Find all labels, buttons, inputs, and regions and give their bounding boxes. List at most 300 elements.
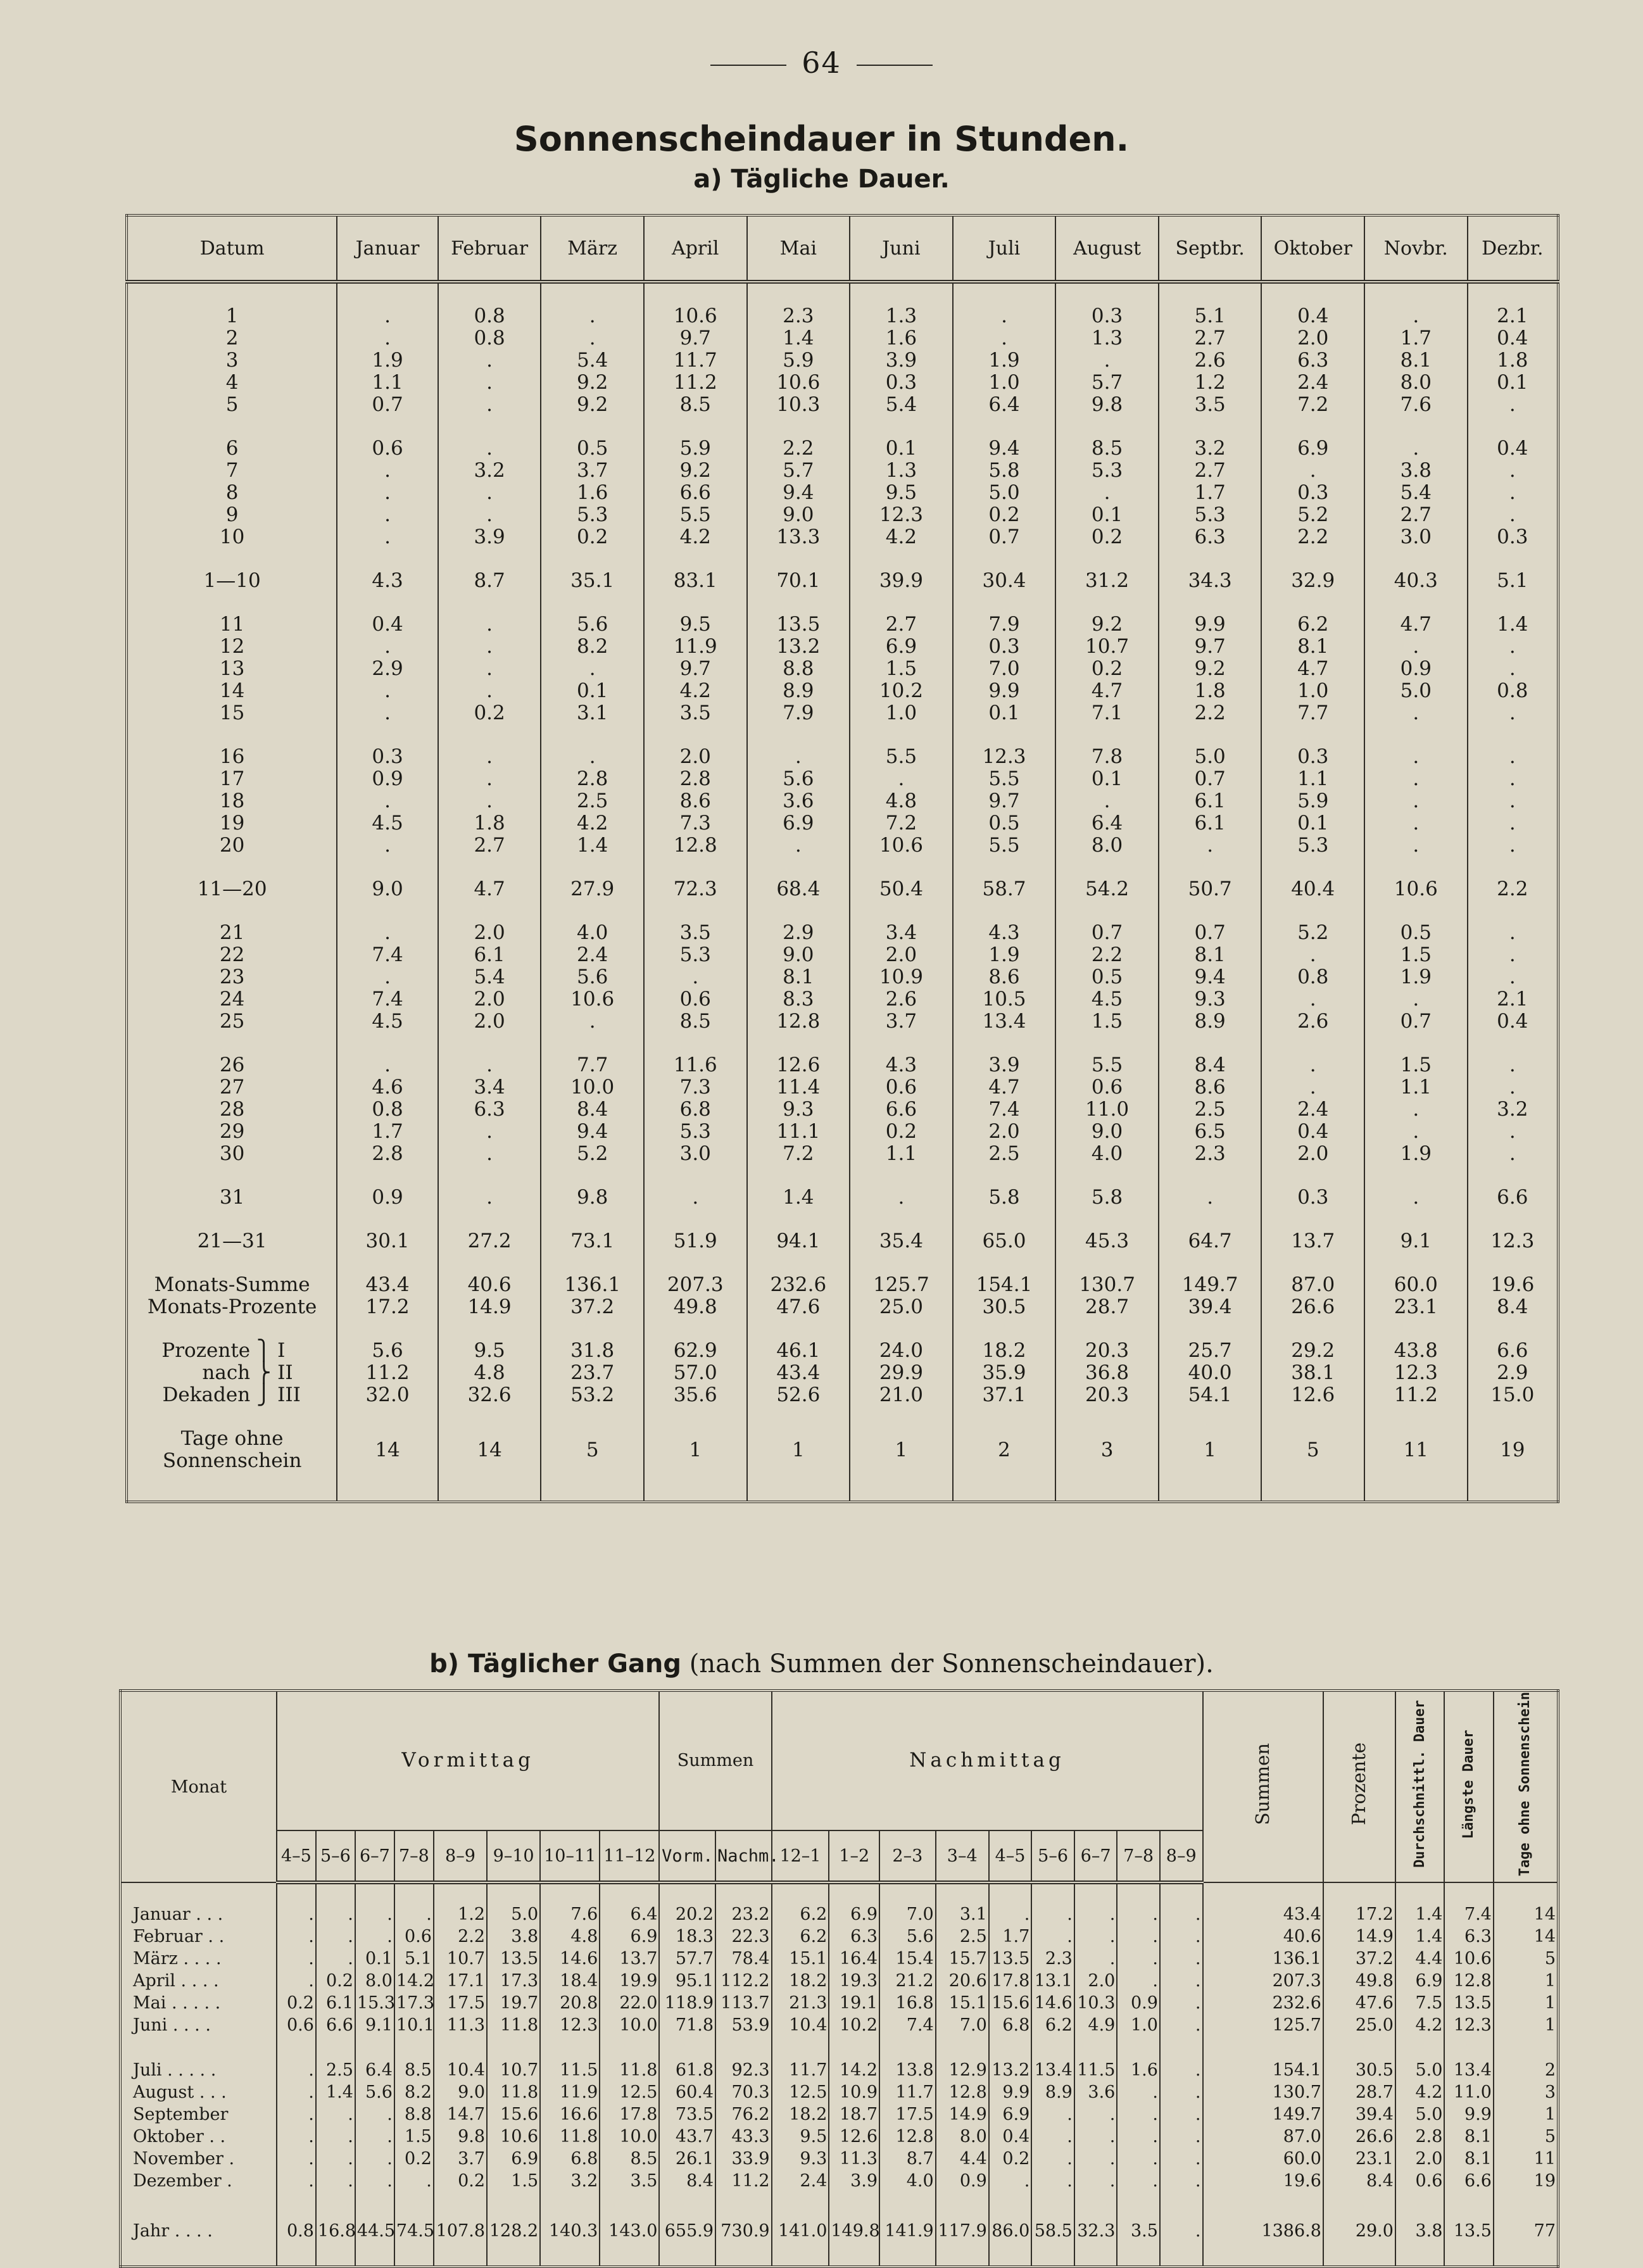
table-cell: 0.2: [989, 2148, 1032, 2170]
table-cell: 25.0: [1323, 2014, 1395, 2036]
table-cell: .: [1468, 944, 1558, 966]
table-cell: 14.7: [434, 2103, 487, 2126]
header-month-3: März: [541, 215, 644, 282]
subheader-7: 11–12: [600, 1830, 659, 1883]
table-cell: 2.5: [316, 2059, 355, 2081]
table-row: [127, 1384, 1558, 1406]
table-cell: .: [355, 2148, 394, 2170]
table-cell: 5.2: [1261, 922, 1364, 944]
table-cell: 1.7: [1159, 482, 1262, 504]
table-cell: 7.4: [337, 944, 438, 966]
table-cell: 6.9: [600, 1925, 659, 1948]
table-cell: 6.1: [1159, 812, 1262, 835]
table-cell: 5.3: [644, 1121, 747, 1143]
table-cell: 0.7: [1159, 922, 1262, 944]
table-cell: 11.7: [772, 2059, 829, 2081]
table-cell: 9.5: [644, 614, 747, 636]
table-cell: 47.6: [1323, 1992, 1395, 2014]
table-row: [120, 1903, 1558, 1925]
table-cell: 17.5: [879, 2103, 936, 2126]
table-cell: 2.1: [1468, 305, 1558, 327]
table-cell: 13.2: [747, 636, 850, 658]
table-cell: .: [1468, 504, 1558, 526]
table-cell: 19.6: [1203, 2170, 1323, 2192]
table-cell: 28.7: [1055, 1296, 1159, 1318]
table-cell: .: [989, 1903, 1032, 1925]
table-cell: 0.1: [1261, 812, 1364, 835]
table-cell: 9.0: [337, 878, 438, 900]
table-cell: 154.1: [953, 1274, 1056, 1296]
table-cell: 2.9: [747, 922, 850, 944]
table-cell: .: [1031, 2126, 1074, 2148]
table-cell: 1.3: [1055, 327, 1159, 350]
table-cell: 7.8: [1055, 746, 1159, 768]
table-cell: 5.0: [1395, 2059, 1445, 2081]
row-label: 10: [127, 526, 337, 548]
table-cell: 3: [1494, 2081, 1558, 2103]
table-cell: 7.2: [747, 1143, 850, 1165]
table-cell: .: [1364, 988, 1468, 1011]
table-cell: 8.9: [747, 680, 850, 702]
table-cell: 6.2: [1261, 614, 1364, 636]
table-cell: .: [438, 394, 541, 416]
table-cell: 83.1: [644, 570, 747, 592]
table-row: [127, 768, 1558, 790]
table-cell: 25.7: [1159, 1340, 1262, 1362]
table-cell: 43.3: [715, 2126, 772, 2148]
table-cell: 52.6: [747, 1384, 850, 1406]
table-cell: .: [337, 327, 438, 350]
table-cell: 1.7: [1364, 327, 1468, 350]
table-cell: .: [277, 1903, 316, 1925]
table-cell: .: [337, 680, 438, 702]
table-cell: 22.0: [600, 1992, 659, 2014]
table-cell: 8.5: [644, 394, 747, 416]
table-cell: 12.3: [540, 2014, 600, 2036]
table-cell: .: [1261, 1054, 1364, 1076]
header-month-9: Septbr.: [1159, 215, 1262, 282]
table-cell: 13.4: [1444, 2059, 1494, 2081]
table-cell: 1.1: [1364, 1076, 1468, 1099]
table-cell: 9.7: [1159, 636, 1262, 658]
table-cell: .: [1117, 1970, 1160, 1992]
table-cell: .: [1364, 1121, 1468, 1143]
table-cell: 11.9: [540, 2081, 600, 2103]
table-cell: 3.4: [438, 1076, 541, 1099]
table-cell: .: [1468, 636, 1558, 658]
table-cell: 19: [1468, 1428, 1558, 1472]
table-cell: 5.2: [1261, 504, 1364, 526]
table-cell: .: [1364, 768, 1468, 790]
table-cell: 5.5: [1055, 1054, 1159, 1076]
header-summen-group: Summen: [659, 1691, 771, 1830]
table-cell: 2.4: [1261, 372, 1364, 394]
table-cell: 1.4: [1395, 1903, 1445, 1925]
table-cell: 7.9: [747, 702, 850, 724]
table-cell: 14.9: [936, 2103, 989, 2126]
row-label: 21: [127, 922, 337, 944]
table-cell: 3.7: [434, 2148, 487, 2170]
header-month-6: Juni: [850, 215, 953, 282]
table-row: [120, 1970, 1558, 1992]
table-cell: 10.6: [747, 372, 850, 394]
table-cell: 1.3: [850, 305, 953, 327]
row-label: 30: [127, 1143, 337, 1165]
table-cell: 15.3: [355, 1992, 394, 2014]
hourly-course-table: [119, 1689, 1559, 2268]
row-label: 17: [127, 768, 337, 790]
table-cell: 23.7: [541, 1362, 644, 1384]
table-cell: .: [337, 835, 438, 857]
table-cell: 0.8: [277, 2215, 316, 2246]
table-cell: 3.7: [541, 460, 644, 482]
table-cell: 4.9: [1074, 2014, 1117, 2036]
row-label: 20: [127, 835, 337, 857]
table-cell: 0.4: [1468, 438, 1558, 460]
table-cell: 28.7: [1323, 2081, 1395, 2103]
table-cell: 46.1: [747, 1340, 850, 1362]
table-cell: 12.3: [1444, 2014, 1494, 2036]
table-cell: 35.6: [644, 1384, 747, 1406]
table-cell: 32.6: [438, 1384, 541, 1406]
table-cell: 5: [1261, 1428, 1364, 1472]
table-cell: 0.4: [1261, 305, 1364, 327]
table-cell: 0.9: [337, 1187, 438, 1209]
table-cell: 6.2: [1031, 2014, 1074, 2036]
table-row: [127, 988, 1558, 1011]
table-row: [127, 1187, 1558, 1209]
table-cell: 113.7: [715, 1992, 772, 2014]
table-row: [120, 2081, 1558, 2103]
table-cell: .: [1074, 2103, 1117, 2126]
subheader-3: 7–8: [394, 1830, 434, 1883]
table-cell: 3.6: [1074, 2081, 1117, 2103]
table-cell: 2.0: [438, 922, 541, 944]
table-cell: 16.8: [316, 2215, 355, 2246]
table-cell: 10.0: [600, 2126, 659, 2148]
table-cell: .: [1261, 460, 1364, 482]
page-number: 64: [0, 46, 1643, 80]
table-cell: 58.5: [1031, 2215, 1074, 2246]
table-cell: 1.6: [850, 327, 953, 350]
table-cell: 0.7: [953, 526, 1056, 548]
table-cell: 7.6: [540, 1903, 600, 1925]
table-cell: 8.0: [1055, 835, 1159, 857]
table-cell: 7.2: [1261, 394, 1364, 416]
table-cell: 43.4: [747, 1362, 850, 1384]
table-cell: 13.4: [1031, 2059, 1074, 2081]
table-cell: 53.9: [715, 2014, 772, 2036]
table-cell: 125.7: [850, 1274, 953, 1296]
table-cell: 1.3: [850, 460, 953, 482]
table-cell: 4.8: [438, 1362, 541, 1384]
table-cell: .: [541, 1011, 644, 1033]
table-cell: 0.3: [1261, 482, 1364, 504]
row-label: Februar . .: [120, 1925, 277, 1948]
table-cell: .: [337, 460, 438, 482]
table-cell: 0.4: [1468, 327, 1558, 350]
table-cell: .: [438, 790, 541, 812]
table-cell: 5.0: [1364, 680, 1468, 702]
table-cell: 8.0: [355, 1970, 394, 1992]
row-label: 3: [127, 350, 337, 372]
table-cell: 1: [1159, 1428, 1262, 1472]
table-cell: 13.5: [989, 1948, 1032, 1970]
subheader-11: 1–2: [829, 1830, 879, 1883]
table-cell: .: [316, 1925, 355, 1948]
table-cell: 0.1: [541, 680, 644, 702]
row-label: Dezember .: [120, 2170, 277, 2192]
row-label: 28: [127, 1099, 337, 1121]
table-cell: 12.8: [747, 1011, 850, 1033]
table-cell: 7.0: [953, 658, 1056, 680]
table-cell: 5.3: [1159, 504, 1262, 526]
table-cell: 3.5: [600, 2170, 659, 2192]
table-cell: .: [1055, 482, 1159, 504]
table-row: [120, 2170, 1558, 2192]
table-cell: 5.0: [487, 1903, 540, 1925]
row-label: 1: [127, 305, 337, 327]
table-cell: 5.9: [644, 438, 747, 460]
table-cell: 3.5: [644, 702, 747, 724]
table-cell: .: [438, 680, 541, 702]
table-cell: 0.2: [1055, 526, 1159, 548]
row-label: Mai . . . . .: [120, 1992, 277, 2014]
table-cell: 2.2: [1468, 878, 1558, 900]
row-label: 23: [127, 966, 337, 988]
table-cell: 43.8: [1364, 1340, 1468, 1362]
table-cell: 5: [541, 1428, 644, 1472]
table-cell: 8.8: [394, 2103, 434, 2126]
table-cell: 12.5: [772, 2081, 829, 2103]
table-cell: .: [644, 966, 747, 988]
table-cell: 0.5: [953, 812, 1056, 835]
table-cell: .: [1468, 460, 1558, 482]
table-cell: 14.2: [394, 1970, 434, 1992]
table-cell: 207.3: [1203, 1970, 1323, 1992]
table-row: [127, 878, 1558, 900]
table-cell: 1.5: [1055, 1011, 1159, 1033]
table-cell: 71.8: [659, 2014, 715, 2036]
row-label: Tage ohne Sonnenschein: [127, 1428, 337, 1472]
table-row: [127, 680, 1558, 702]
table-cell: 6.9: [829, 1903, 879, 1925]
table-cell: 37.2: [1323, 1948, 1395, 1970]
table-cell: 8.2: [394, 2081, 434, 2103]
table-cell: 49.8: [1323, 1970, 1395, 1992]
table-cell: 21.0: [850, 1384, 953, 1406]
table-cell: 12.6: [829, 2126, 879, 2148]
table-cell: .: [1468, 768, 1558, 790]
table-cell: 5.0: [953, 482, 1056, 504]
table-cell: 57.7: [659, 1948, 715, 1970]
table-cell: 2.0: [644, 746, 747, 768]
table-cell: 9.2: [1055, 614, 1159, 636]
table-cell: 6.2: [772, 1903, 829, 1925]
table-cell: 2.0: [953, 1121, 1056, 1143]
table-cell: 8.7: [879, 2148, 936, 2170]
table-cell: 4.2: [541, 812, 644, 835]
table-cell: .: [316, 1903, 355, 1925]
table-cell: .: [1160, 1970, 1203, 1992]
table-cell: 4.4: [1395, 1948, 1445, 1970]
table-cell: 14.9: [438, 1296, 541, 1318]
table-cell: 2.0: [438, 988, 541, 1011]
table-cell: 76.2: [715, 2103, 772, 2126]
row-label: 13: [127, 658, 337, 680]
table-cell: 117.9: [936, 2215, 989, 2246]
table-cell: 0.9: [936, 2170, 989, 2192]
table-cell: 6.6: [1468, 1340, 1558, 1362]
table-cell: 13.5: [747, 614, 850, 636]
header-month-10: Oktober: [1261, 215, 1364, 282]
table-cell: 10.6: [644, 305, 747, 327]
table-cell: 68.4: [747, 878, 850, 900]
table-cell: 3.4: [850, 922, 953, 944]
table-cell: 2.0: [1074, 1970, 1117, 1992]
table-cell: 11.8: [487, 2014, 540, 2036]
table-cell: 8.5: [644, 1011, 747, 1033]
table-cell: 8.1: [1444, 2126, 1494, 2148]
table-cell: 40.4: [1261, 878, 1364, 900]
table-cell: 20.3: [1055, 1384, 1159, 1406]
table-cell: 10.7: [434, 1948, 487, 1970]
table-cell: 1.9: [1364, 966, 1468, 988]
table-cell: 21.3: [772, 1992, 829, 2014]
table-cell: 8.9: [1031, 2081, 1074, 2103]
table-cell: 207.3: [644, 1274, 747, 1296]
table-cell: 3.2: [1159, 438, 1262, 460]
table-cell: 11.4: [747, 1076, 850, 1099]
table-cell: 3.9: [850, 350, 953, 372]
table-cell: 11.2: [644, 372, 747, 394]
table-cell: .: [337, 702, 438, 724]
table-cell: 6.3: [1444, 1925, 1494, 1948]
header-nachmittag: Nachmittag: [772, 1691, 1203, 1830]
table-cell: 6.8: [989, 2014, 1032, 2036]
table-cell: 0.1: [850, 438, 953, 460]
table-cell: 140.3: [540, 2215, 600, 2246]
table-cell: .: [1117, 1948, 1160, 1970]
table-cell: 2.0: [1261, 1143, 1364, 1165]
table-cell: 0.2: [541, 526, 644, 548]
table-cell: 12.8: [1444, 1970, 1494, 1992]
subheader-18: 8–9: [1160, 1830, 1203, 1883]
table-row: [127, 966, 1558, 988]
table-row: [127, 790, 1558, 812]
table-row: [127, 835, 1558, 857]
table-cell: 47.6: [747, 1296, 850, 1318]
table-cell: 8.1: [747, 966, 850, 988]
table-cell: 13.2: [989, 2059, 1032, 2081]
table-cell: 27.2: [438, 1230, 541, 1252]
table-cell: 0.6: [850, 1076, 953, 1099]
table-cell: 20.8: [540, 1992, 600, 2014]
table-cell: 9.2: [541, 372, 644, 394]
row-label: 26: [127, 1054, 337, 1076]
table-cell: .: [1117, 1925, 1160, 1948]
table-cell: 6.9: [989, 2103, 1032, 2126]
table-cell: .: [989, 2170, 1032, 2192]
table-row: [127, 702, 1558, 724]
row-label: 11—20: [127, 878, 337, 900]
table-cell: 15.0: [1468, 1384, 1558, 1406]
table-row: [127, 394, 1558, 416]
table-cell: 35.9: [953, 1362, 1056, 1384]
table-cell: 5.8: [953, 1187, 1056, 1209]
table-cell: 60.4: [659, 2081, 715, 2103]
header-prozente: Prozente: [1323, 1691, 1395, 1882]
table-row: [120, 2103, 1558, 2126]
table-cell: 9.2: [644, 460, 747, 482]
table-cell: 20.2: [659, 1903, 715, 1925]
header-month-1: Januar: [337, 215, 438, 282]
row-label: 9: [127, 504, 337, 526]
header-summen: Summen: [1203, 1691, 1323, 1882]
table-row: [127, 438, 1558, 460]
row-label: 19: [127, 812, 337, 835]
table-row: [127, 460, 1558, 482]
table-cell: .: [1468, 835, 1558, 857]
table-cell: 9.8: [1055, 394, 1159, 416]
table-cell: 9.9: [953, 680, 1056, 702]
table-cell: 40.6: [438, 1274, 541, 1296]
table-cell: 3.2: [438, 460, 541, 482]
table-cell: 107.8: [434, 2215, 487, 2246]
table-cell: 10.6: [1364, 878, 1468, 900]
table-cell: .: [1364, 438, 1468, 460]
table-cell: 10.9: [829, 2081, 879, 2103]
table-cell: .: [337, 504, 438, 526]
table-cell: 4.6: [337, 1076, 438, 1099]
subheader-13: 3–4: [936, 1830, 989, 1883]
table-cell: 3.0: [1364, 526, 1468, 548]
table-cell: 136.1: [1203, 1948, 1323, 1970]
table-cell: 0.7: [337, 394, 438, 416]
row-label: 2: [127, 327, 337, 350]
table-cell: .: [277, 1925, 316, 1948]
table-cell: 2.7: [1159, 327, 1262, 350]
table-cell: 0.4: [1468, 1011, 1558, 1033]
table-cell: 58.7: [953, 878, 1056, 900]
table-cell: .: [1055, 350, 1159, 372]
table-cell: 5.1: [394, 1948, 434, 1970]
table-cell: 0.6: [337, 438, 438, 460]
table-cell: 149.8: [829, 2215, 879, 2246]
table-cell: 2.9: [1468, 1362, 1558, 1384]
table-cell: .: [438, 1054, 541, 1076]
table-row: [127, 746, 1558, 768]
table-cell: 2.2: [1261, 526, 1364, 548]
table-row: [127, 372, 1558, 394]
table-cell: .: [337, 482, 438, 504]
table-cell: .: [1261, 988, 1364, 1011]
table-cell: 17.3: [394, 1992, 434, 2014]
table-cell: 12.6: [747, 1054, 850, 1076]
table-cell: 730.9: [715, 2215, 772, 2246]
table-cell: 31.8: [541, 1340, 644, 1362]
table-cell: .: [1117, 2126, 1160, 2148]
table-cell: 2.6: [1261, 1011, 1364, 1033]
table-cell: 49.8: [644, 1296, 747, 1318]
table-cell: 4.8: [850, 790, 953, 812]
table-cell: 1.1: [850, 1143, 953, 1165]
table-cell: .: [1364, 812, 1468, 835]
table-row: [120, 2059, 1558, 2081]
row-label: 4: [127, 372, 337, 394]
table-cell: 2.5: [541, 790, 644, 812]
table-cell: 21.2: [879, 1970, 936, 1992]
